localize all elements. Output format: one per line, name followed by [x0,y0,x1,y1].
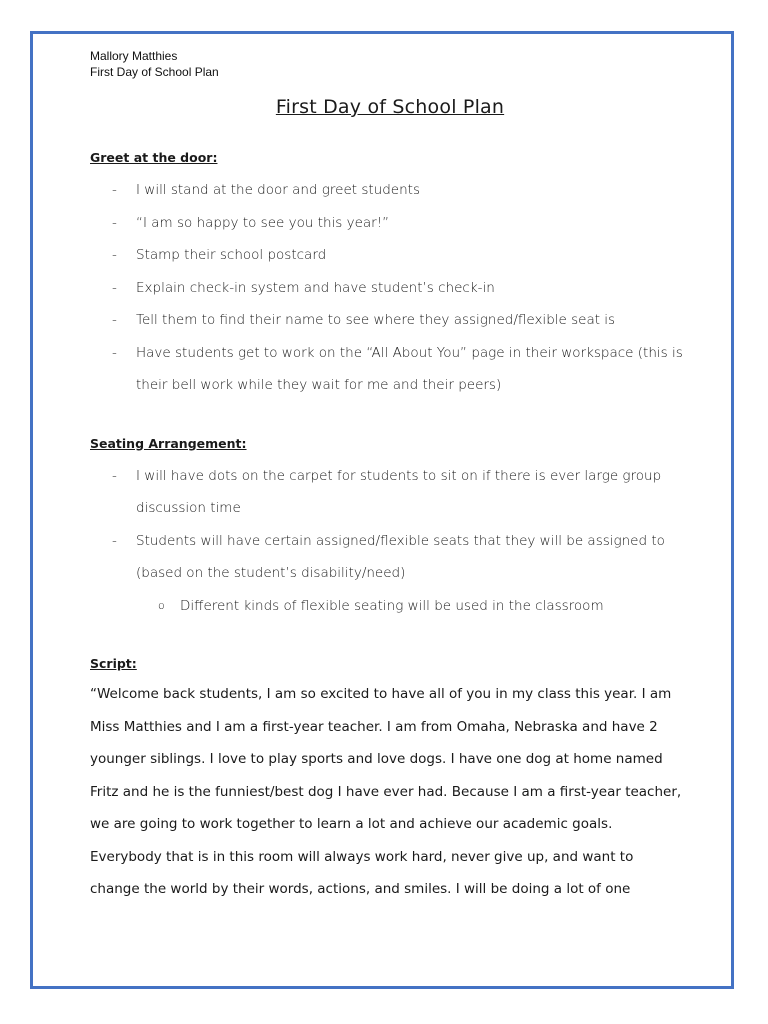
list-item: - Students will have certain assigned/flexible seats that they will be assigned to (based on the student’s disability/need) [112,532,665,581]
list-item: - I will stand at the door and greet students [112,182,420,198]
header-subtitle: First Day of School Plan [90,65,219,79]
document-title: First Day of School Plan [275,96,505,118]
section-heading-greet: Greet at the door: [90,150,218,165]
list-item: - Stamp their school postcard [112,247,327,263]
list-item: - Have students get to work on the “All About You” page in their workspace (this is their bell work while they wait for me and their peers) [112,344,683,393]
circle-bullet-icon: o [158,598,165,612]
list-item: - I will have dots on the carpet for students to sit on if there is ever large group discussion time [112,467,662,516]
section-heading-script: Script: [90,656,137,671]
seating-sublist [90,590,690,623]
list-item: - Explain check-in system and have student’s check-in [112,279,495,296]
author-name: Mallory Matthies [90,49,178,63]
seating-list [90,460,690,590]
list-item: - Tell them to find their name to see where they assigned/flexible seat is [112,312,616,328]
document-content [90,48,690,906]
greet-list [90,174,690,402]
script-paragraph: “Welcome back students, I am so excited to have all of you in my class this year. I am Miss Matthies and I am a first-year teacher. I am from Omaha, Nebraska and have 2 younger siblings. I love to play sports and love dogs. I have one dog at home named Fritz and he is the funniest/best dog I have ever had. Because I am a first-year teacher, we are going to work together to learn a lot and achieve our academic goals. Everybody that is in this room will always work hard, never give up, and want to change the world by their words, actions, and smiles. I will be doing a lot of one [90,686,682,897]
sub-list-item: o Different kinds of flexible seating will be used in the classroom [90,590,690,623]
list-item: - “I am so happy to see you this year!” [112,214,390,231]
section-heading-seating: Seating Arrangement: [90,435,247,451]
